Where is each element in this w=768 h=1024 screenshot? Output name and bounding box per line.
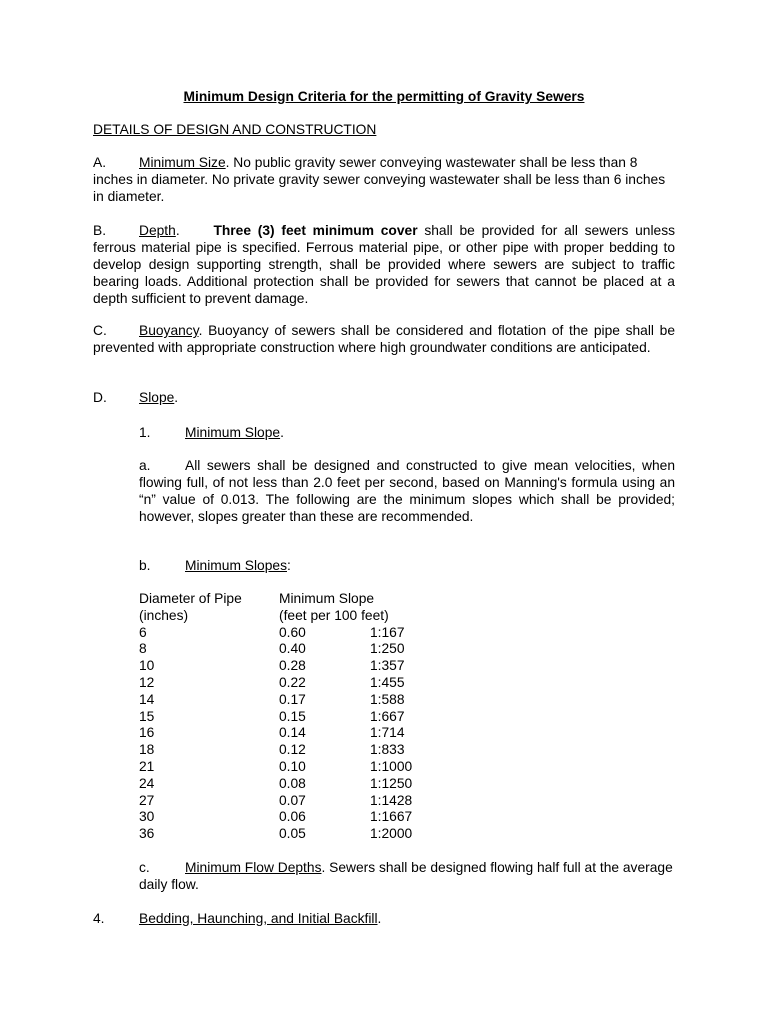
- item-4: 4. Bedding, Haunching, and Initial Backfill.: [93, 911, 382, 926]
- item-4-heading: Bedding, Haunching, and Initial Backfill: [139, 911, 378, 926]
- item-c-text: . Sewers shall be designed flowing half full at the average daily flow.: [139, 860, 673, 892]
- slope-cell: 0.06: [279, 809, 306, 825]
- slope-cell: 0.12: [279, 742, 306, 758]
- diameter-cell: 36: [139, 826, 155, 842]
- table-body: [139, 624, 539, 842]
- diameter-cell: 10: [139, 658, 155, 674]
- diameter-cell: 18: [139, 742, 155, 758]
- paragraph-a-text: . No public gravity sewer conveying wastewater shall be less than 8 inches in diameter. No private gravity sewer conveying wastewater shall be less than 6 inches in diameter.: [93, 155, 666, 204]
- ratio-cell: 1:167: [370, 624, 405, 640]
- minimum-slopes-table: [139, 590, 539, 842]
- table-row: [139, 825, 539, 842]
- ratio-cell: 1:455: [370, 674, 405, 690]
- diameter-cell: 15: [139, 708, 155, 724]
- slope-cell: 0.60: [279, 624, 306, 640]
- item-b-label: b.: [139, 558, 151, 573]
- table-header-cell: (feet per 100 feet): [279, 607, 389, 623]
- paragraph-d: D. Slope.: [93, 390, 179, 405]
- ratio-cell: 1:1428: [370, 792, 413, 808]
- paragraph-b-text: shall be provided for all sewers unless ferrous material pipe is specified. Ferrous material pipe, or other pipe with proper bedding to develop design supporting strength, shall be provided where sewers are subject to traffic bearing loads. Additional protection shall be provided for sewers that cannot be placed at a depth sufficient to prevent damage.: [93, 223, 675, 306]
- item-4-label: 4.: [93, 911, 105, 926]
- item-c: [139, 859, 675, 893]
- table-row: [139, 708, 539, 725]
- table-row: [139, 640, 539, 657]
- table-row: [139, 808, 539, 825]
- item-b-heading: Minimum Slopes: [185, 558, 287, 573]
- ratio-cell: 1:357: [370, 658, 405, 674]
- diameter-cell: 21: [139, 758, 155, 774]
- ratio-cell: 1:2000: [370, 826, 413, 842]
- table-row: [139, 691, 539, 708]
- diameter-cell: 14: [139, 691, 155, 707]
- slope-cell: 0.05: [279, 826, 306, 842]
- paragraph-d-heading: Slope: [139, 390, 175, 405]
- table-row: [139, 624, 539, 641]
- table-header-cell: (inches): [139, 607, 189, 623]
- ratio-cell: 1:714: [370, 725, 405, 741]
- section-heading: DETAILS OF DESIGN AND CONSTRUCTION: [93, 122, 377, 137]
- item-1-heading: Minimum Slope: [185, 425, 281, 440]
- paragraph-c: [93, 322, 675, 356]
- item-a-text: All sewers shall be designed and constructed to give mean velocities, when flowing full, of not less than 2.0 feet per second, based on Manning's formula using an “n” value of 0.013. The following are the minimum slopes which shall be provided; however, slopes greater than these are recommended.: [139, 458, 675, 524]
- ratio-cell: 1:1000: [370, 758, 413, 774]
- paragraph-a: [93, 154, 675, 205]
- table-row: [139, 775, 539, 792]
- slope-cell: 0.07: [279, 792, 306, 808]
- slope-cell: 0.08: [279, 775, 306, 791]
- diameter-cell: 27: [139, 792, 155, 808]
- diameter-cell: 8: [139, 641, 147, 657]
- item-a-label: a.: [139, 458, 151, 473]
- paragraph-a-label: A.: [93, 155, 107, 170]
- table-header-row: [139, 590, 539, 607]
- table-row: [139, 657, 539, 674]
- table-row: [139, 792, 539, 809]
- slope-cell: 0.17: [279, 691, 306, 707]
- table-header-cell: Diameter of Pipe: [139, 591, 242, 606]
- paragraph-b-bold: Three (3) feet minimum cover: [213, 223, 418, 238]
- document-title: Minimum Design Criteria for the permitting of Gravity Sewers: [183, 89, 585, 104]
- diameter-cell: 24: [139, 775, 155, 791]
- paragraph-b-label: B.: [93, 223, 107, 238]
- item-1-label: 1.: [139, 425, 151, 440]
- slope-cell: 0.15: [279, 708, 306, 724]
- ratio-cell: 1:833: [370, 742, 405, 758]
- table-header-cell: Minimum Slope: [279, 591, 375, 606]
- slope-cell: 0.14: [279, 725, 306, 741]
- paragraph-b: B. Depth. Three (3) feet minimum cover shall be provided for all sewers unless ferrous material pipe is specified. Ferrous material pipe, or other pipe with proper bedding to develop design supporting strength, shall be provided where sewers are subject to traffic bearing loads. Additional protection shall be provided for sewers that cannot be placed at a depth sufficient to prevent damage.: [93, 223, 675, 306]
- paragraph-d-label: D.: [93, 390, 107, 405]
- table-row: [139, 724, 539, 741]
- diameter-cell: 30: [139, 809, 155, 825]
- ratio-cell: 1:1667: [370, 809, 413, 825]
- item-c-label: c.: [139, 860, 150, 875]
- item-1: 1. Minimum Slope.: [139, 425, 284, 440]
- diameter-cell: 12: [139, 674, 155, 690]
- slope-cell: 0.28: [279, 658, 306, 674]
- slope-cell: 0.40: [279, 641, 306, 657]
- paragraph-c-text: . Buoyancy of sewers shall be considered and flotation of the pipe shall be prevented with appropriate construction where high groundwater conditions are anticipated.: [93, 323, 675, 355]
- ratio-cell: 1:667: [370, 708, 405, 724]
- paragraph-c-label: C.: [93, 323, 107, 338]
- slope-cell: 0.22: [279, 674, 306, 690]
- table-row: [139, 674, 539, 691]
- ratio-cell: 1:250: [370, 641, 405, 657]
- ratio-cell: 1:1250: [370, 775, 413, 791]
- item-c-heading: Minimum Flow Depths: [185, 860, 322, 875]
- slope-cell: 0.10: [279, 758, 306, 774]
- table-row: [139, 758, 539, 775]
- table-row: [139, 741, 539, 758]
- paragraph-b-heading: Depth: [139, 223, 176, 238]
- ratio-cell: 1:588: [370, 691, 405, 707]
- paragraph-a-heading: Minimum Size: [139, 155, 226, 170]
- item-b: b. Minimum Slopes:: [139, 558, 291, 573]
- table-header-row: [139, 607, 539, 624]
- diameter-cell: 16: [139, 725, 155, 741]
- diameter-cell: 6: [139, 624, 147, 640]
- item-a: [139, 457, 675, 525]
- paragraph-c-heading: Buoyancy: [139, 323, 199, 338]
